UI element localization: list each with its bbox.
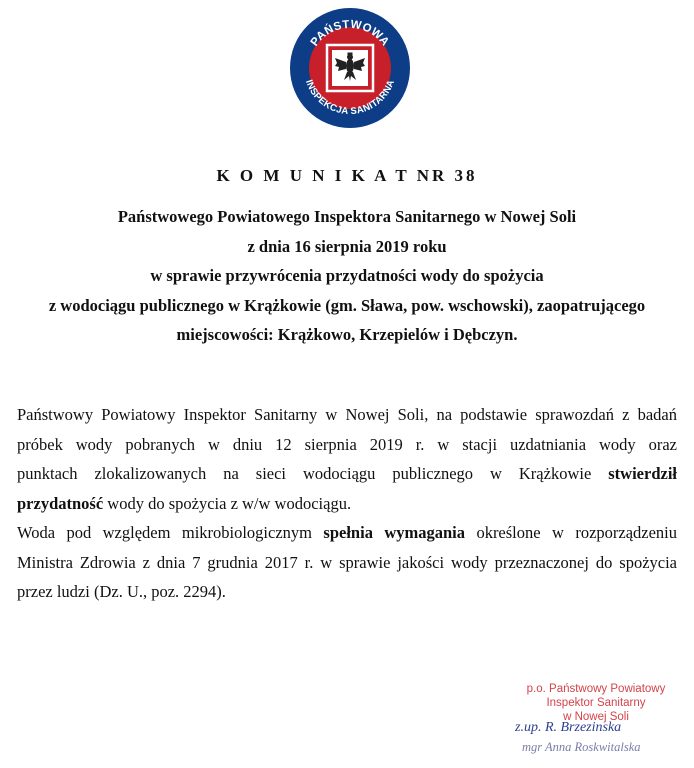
signatory-name: mgr Anna Roskwitalska: [522, 740, 641, 754]
body-line: [17, 489, 677, 519]
heading-line: miejscowości: Krążkowo, Krzepielów i Dębczyn.: [176, 325, 518, 344]
handwritten-signature: z.up. R. Brzezinska: [515, 720, 622, 735]
logo-bottom-text: INSPEKCJA SANITARNA: [303, 78, 398, 118]
body-bold-text: stwierdził: [608, 464, 677, 483]
body-line: Państwowy Powiatowy Inspektor Sanitarny w Nowej Soli, na podstawie sprawozdań z badań: [17, 405, 677, 424]
body-bold-text: spełnia wymagania: [323, 523, 466, 542]
heading-line: w sprawie przywrócenia przydatności wody do spożycia: [150, 266, 544, 285]
body-line: próbek wody pobranych w dniu 12 sierpnia 2019 r. w stacji uzdatniania wody oraz: [17, 434, 677, 454]
document-title: K O M U N I K A T NR 38: [216, 166, 478, 185]
body-line: przez ludzi (Dz. U., poz. 2294).: [17, 582, 226, 601]
official-stamp: [516, 682, 676, 724]
stamp-line: w Nowej Soli: [563, 711, 629, 723]
document-heading: [0, 202, 694, 350]
stamp-line: Inspektor Sanitarny: [546, 697, 646, 709]
body-line: [17, 459, 677, 489]
body-bold-text: przydatność: [17, 493, 104, 513]
heading-line: z dnia 16 sierpnia 2019 roku: [247, 236, 447, 256]
body-line: Ministra Zdrowia z dnia 7 grudnia 2017 r. w sprawie jakości wody przeznaczonej do spożycia: [17, 552, 677, 572]
logo-top-text: PAŃSTWOWA: [308, 18, 392, 49]
body-text: Woda pod względem mikrobiologicznym: [17, 523, 324, 542]
body-line: [17, 518, 677, 548]
heading-line: Państwowego Powiatowego Inspektora Sanitarnego w Nowej Soli: [117, 207, 577, 226]
document-body: [17, 400, 677, 607]
stamp-line: p.o. Państwowy Powiatowy: [526, 683, 666, 695]
body-text: punktach zlokalizowanych na sieci wodociągu publicznego w Krążkowie: [17, 464, 609, 483]
heading-line: z wodociągu publicznego w Krążkowie (gm. Sława, pow. wschowski), zaopatrującego: [48, 295, 646, 315]
pis-logo: [288, 6, 412, 130]
body-text: określone w rozporządzeniu: [465, 523, 677, 542]
body-text: wody do spożycia z w/w wodociągu.: [103, 493, 352, 513]
